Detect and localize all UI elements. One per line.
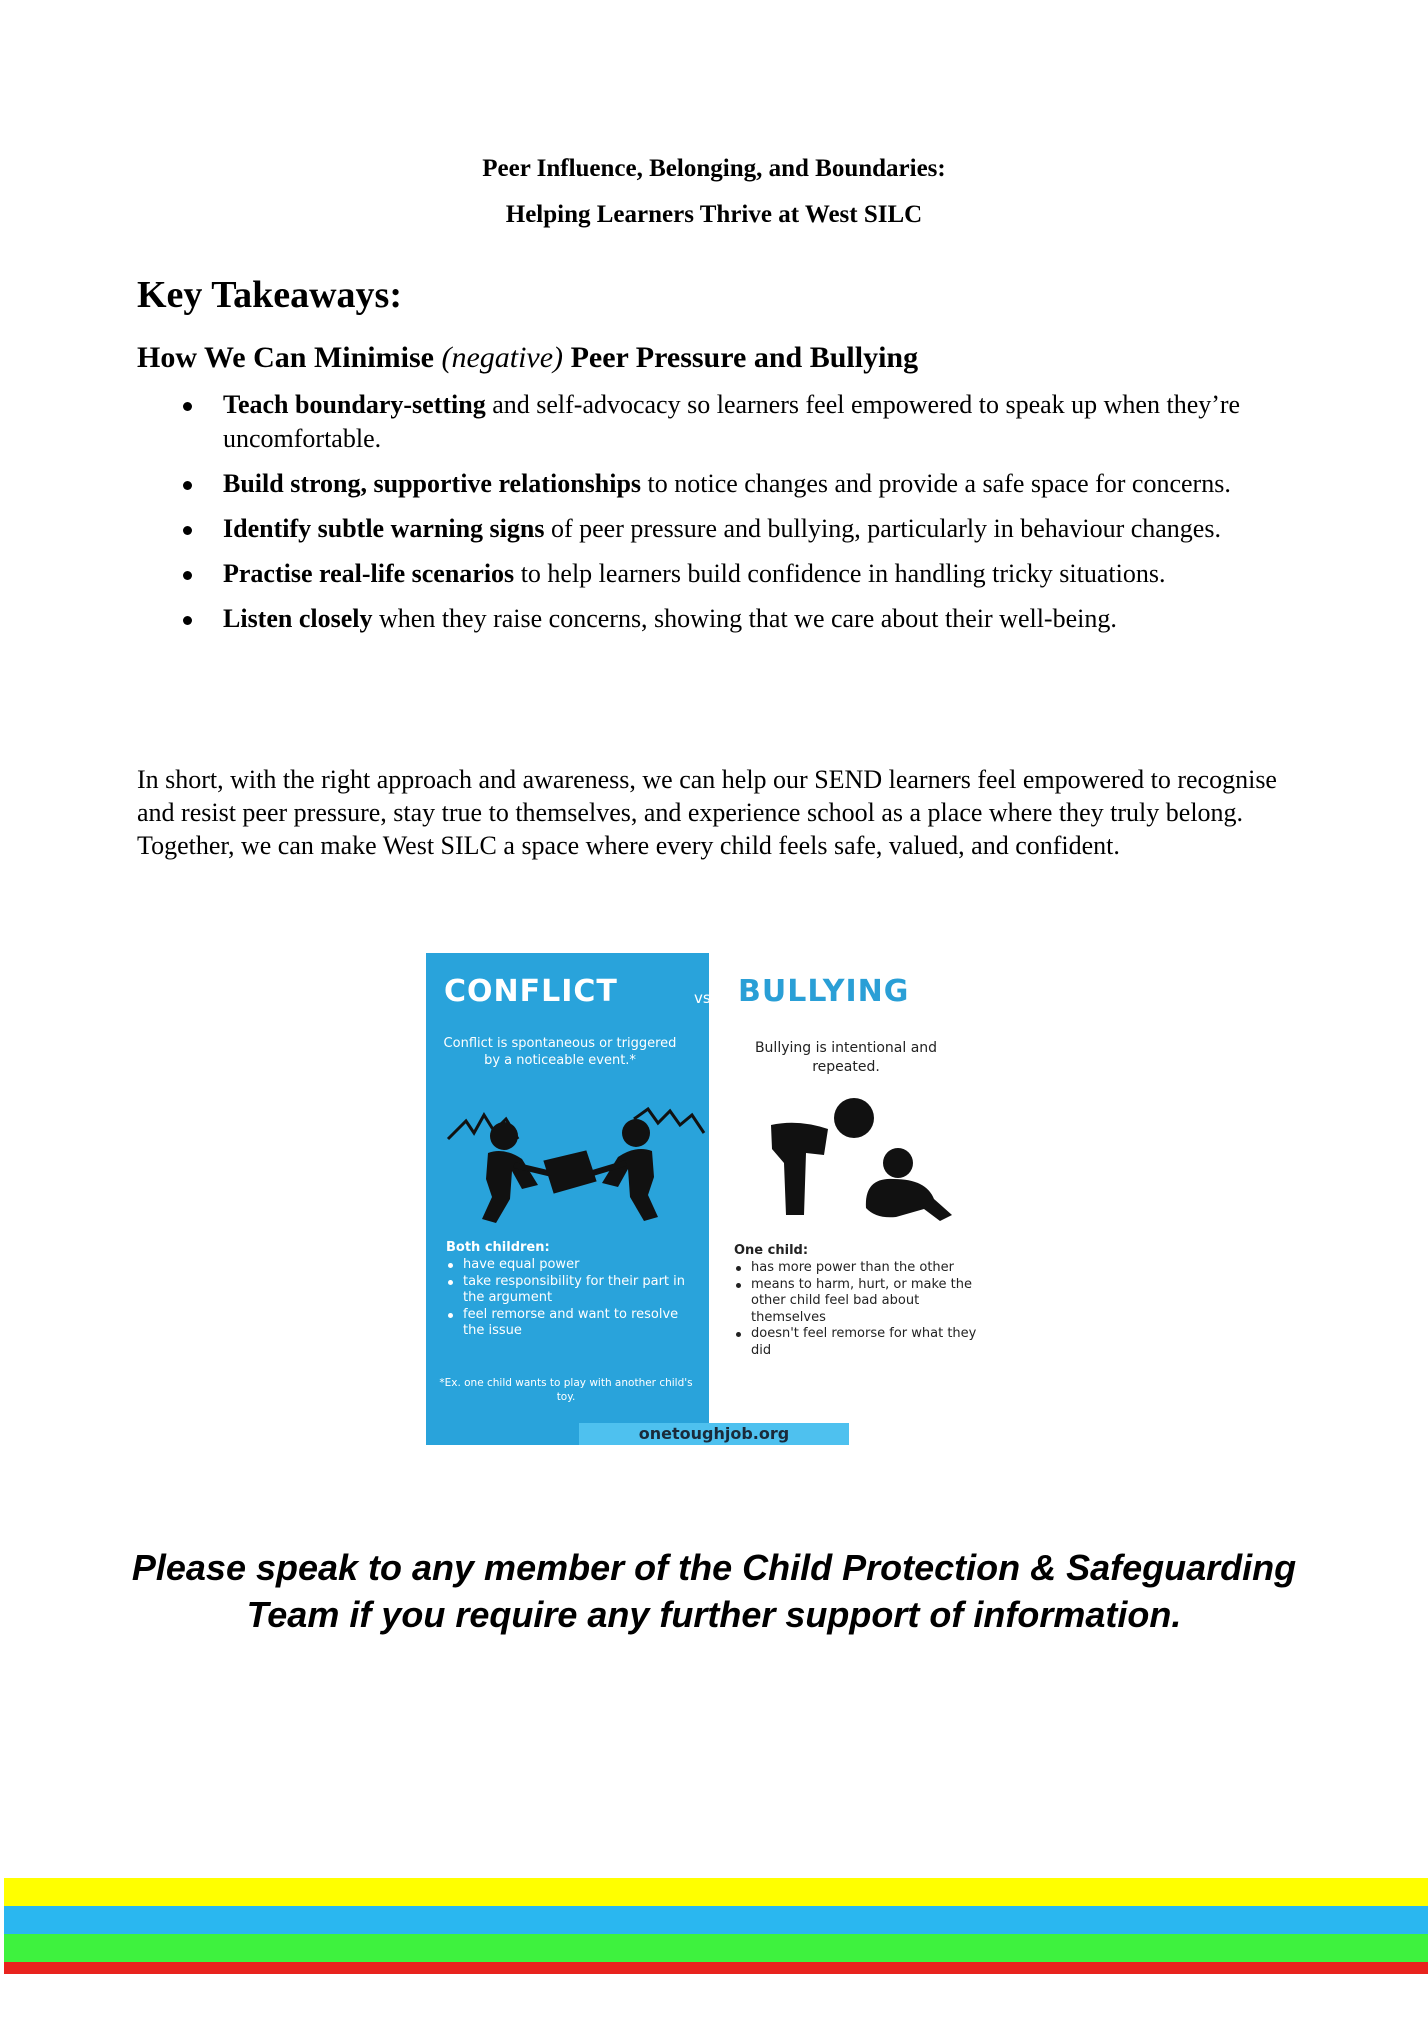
summary-paragraph: In short, with the right approach and awareness, we can help our SEND learners feel empowered to recognise and resist peer pressure, stay true to themselves, and experience school as a place where they truly belong. Together, we can make West SILC a space where every child feels safe, valued, and confident. bbox=[137, 765, 1277, 860]
takeaways-list bbox=[137, 388, 1297, 647]
closing-message: Please speak to any member of the Child Protection & Safeguarding Team if you require any further support of information. bbox=[131, 1547, 1297, 1635]
infographic-illustrations bbox=[426, 953, 986, 1445]
list-item bbox=[137, 388, 1297, 456]
list-item-bold: Identify subtle warning signs bbox=[223, 514, 545, 543]
conflict-vs-bullying-infographic bbox=[426, 953, 986, 1445]
list-item-bold: Build strong, supportive relationships bbox=[223, 469, 642, 498]
list-item bbox=[137, 602, 1297, 636]
conflict-figures-icon bbox=[448, 1109, 704, 1223]
conflict-title: CONFLICT bbox=[444, 974, 618, 1009]
list-item bbox=[137, 467, 1297, 501]
both-children-heading: Both children: bbox=[446, 1240, 550, 1255]
document-title-line-1: Peer Influence, Belonging, and Boundaries: bbox=[482, 155, 946, 182]
list-item-text: to notice changes and provide a safe space for concerns. bbox=[641, 469, 1231, 498]
key-takeaways-heading: Key Takeaways: bbox=[137, 274, 402, 316]
list-item bbox=[137, 557, 1297, 591]
list-item: have equal power bbox=[446, 1257, 701, 1274]
footer-stripe-green bbox=[4, 1934, 1428, 1962]
list-item bbox=[137, 512, 1297, 546]
one-child-heading: One child: bbox=[734, 1243, 809, 1258]
list-item-bold: Practise real-life scenarios bbox=[223, 559, 515, 588]
both-children-list bbox=[446, 1257, 701, 1340]
footer-stripe-red bbox=[4, 1962, 1428, 1974]
list-item-bold: Teach boundary-setting bbox=[223, 390, 486, 419]
list-item-text: and self-advocacy so learners feel empowered to speak up when they’re uncomfortable. bbox=[223, 390, 1241, 453]
list-item: means to harm, hurt, or make the other child feel bad about themselves bbox=[734, 1277, 984, 1327]
list-item-bold: Listen closely bbox=[223, 604, 373, 633]
example-footnote: *Ex. one child wants to play with another child's toy. bbox=[439, 1377, 693, 1403]
subheading-emphasis: (negative) bbox=[441, 341, 564, 374]
conflict-description: Conflict is spontaneous or triggered by a noticeable event.* bbox=[443, 1036, 677, 1068]
document-title-line-2: Helping Learners Thrive at West SILC bbox=[505, 201, 923, 228]
bullying-title: BULLYING bbox=[738, 974, 910, 1009]
versus-label: vs. bbox=[694, 989, 716, 1007]
bullying-figures-icon bbox=[771, 1098, 952, 1221]
list-item-text: of peer pressure and bullying, particularly in behaviour changes. bbox=[544, 514, 1221, 543]
list-item: doesn't feel remorse for what they did bbox=[734, 1326, 984, 1359]
list-item: take responsibility for their part in the argument bbox=[446, 1274, 701, 1307]
subheading-part-1: How We Can Minimise bbox=[137, 341, 442, 374]
footer-stripe-yellow bbox=[4, 1878, 1428, 1906]
list-item: feel remorse and want to resolve the issue bbox=[446, 1307, 701, 1340]
list-item: has more power than the other bbox=[734, 1260, 984, 1277]
minimise-subheading bbox=[137, 338, 918, 378]
subheading-part-2: Peer Pressure and Bullying bbox=[563, 341, 919, 374]
source-site: onetoughjob.org bbox=[638, 1424, 790, 1443]
bullying-description: Bullying is intentional and repeated. bbox=[754, 1040, 938, 1075]
footer-stripe-blue bbox=[4, 1906, 1428, 1934]
list-item-text: to help learners build confidence in handling tricky situations. bbox=[514, 559, 1166, 588]
list-item-text: when they raise concerns, showing that we care about their well-being. bbox=[372, 604, 1117, 633]
one-child-list bbox=[734, 1260, 984, 1359]
